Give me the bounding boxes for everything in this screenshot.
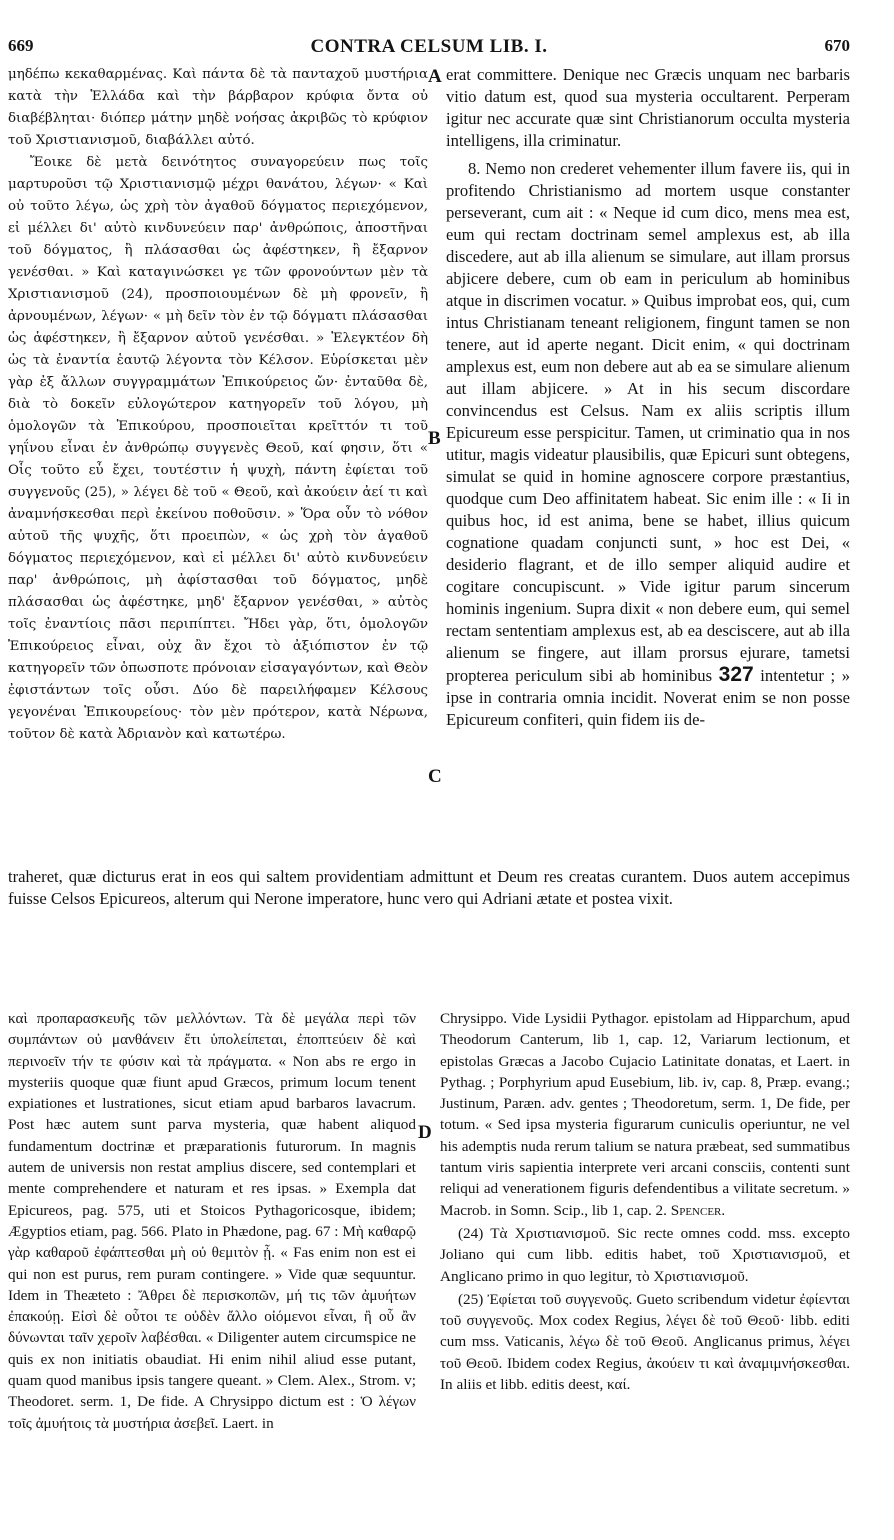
latin-text: 8. Nemo non crederet vehementer illum favere iis, qui in profitendo Christianismo ad mortem usque constanter perseverant, cum ait : « Neque id cum dico, mens mea est, eum qui rectam doctrinam semel amplexus est, ab illa discedere, aut ab illa alienum se simulare, aut illam prorsus abjicere debere, cum ob eam in periculum ab hominibus atque in discrimen vocatur. » Quibus improbat eos, qui, cum intus Christianam teneant religionem, fingunt tamen se non tenere, aut id aperte negant. Dicit enim, « qui doctrinam amplexus est, eum non debere aut ab ea se simulare alienum aut illam abjicere. » At in his secum discordare convincendus est Celsus. Nam ex aliis scriptis illum Epicureum esse perspicitur. Tamen, ut criminatio qua in nos utitur, magis videatur plausibilis, quæ Epicuri sunt obtegens, simulat se quid in homine agnoscere corpore præstantius, quodque cum Deo affinitatem habeat. Sic enim ille : « Ii in quibus hoc, id est anima, bene se habet, illius quicum cognatione quadam conjuncti sunt, » hoc est Dei, « desiderio flagrant, et de illo semper aliquid audire et cogitare concupiscunt. » Vide igitur parum sincerum hominis ingenium. Supra dixit « non debere eum, qui semel rectam sententiam amplexus est, ab ea desciscere, aut ab illa alienum se fingere, aut illam prorsus ejurare, tametsi propterea periculum sibi ab hominibus <box>446 159 850 685</box>
footnote-body: Chrysippo. Vide Lysidii Pythagor. epistolam ad Hipparchum, apud Theodorum Canterum, lib 1, cap. 12, Variarum lectionum, et epistolas Græcas a Jacobo Cujacio Latinitate donatas, et Laert. in Pythag. ; Porphyrium apud Eusebium, lib. iv, cap. 8, Præp. evang.; Justinum, Paræn. adv. gentes ; Theodoretum, serm. 1, De fide, per totum. « Sed ipsa mysteria figurarum cuniculis operiuntur, ne vel his ademptis nuda rerum talium se natura præbeat, sed summatibus tantum viris sapientia interprete veri arcani consciis, contenti sunt reliqui ad venerationem figuris defendentibus a vilitate secretum. » Macrob. in Somn. Scip., lib 1, cap. 2. <box>440 1010 850 1219</box>
footnotes-left-column <box>8 1008 416 1434</box>
section-marker-b: B <box>428 428 441 449</box>
greek-paragraph: Ἔοικε δὲ μετὰ δεινότητος συναγορεύειν πως τοῖς μαρτυροῦσι τῷ Χριστιανισμῷ μέχρι θανάτου, λέγων· « Καὶ οὐ τοῦτο λέγω, ὡς χρὴ τὸν ἀγαθοῦ δόγματος περιεχόμενον, εἰ μέλλει δι' αὐτὸ κινδυνεύειν παρ' ἀνθρώποις, ἀποστῆναι τοῦ δόγματος, ἢ πλάσασθαι ὡς ἀφέστηκεν, ἢ ἔξαρνον γενέσθαι. » Καὶ καταγινώσκει γε τῶν φρονούντων μὲν τὰ Χριστιανισμοῦ (24), προσποιουμένων δὲ μὴ φρονεῖν, ἢ ἀρνουμένων, λέγων· « μὴ δεῖν τὸν ἐν τῷ δόγματι πλάσασθαι ὡς ἀφέστηκεν, ἢ ἔξαρνον αὐτοῦ γενέσθαι. » Ἐλεγκτέον δὴ ὡς τὰ ἐναντία ἑαυτῷ λέγοντα τὸν Κέλσον. Εὑρίσκεται μὲν γὰρ ἐξ ἄλλων συγγραμμάτων Ἐπικούρειος ὤν· ἐνταῦθα δὲ, διὰ τὸ δοκεῖν εὐλογώτερον κατηγορεῖν τοῦ λόγου, μὴ ὁμολογῶν τὰ Ἐπικούρου, προσποιεῖται κρεῖττόν τι τοῦ γηΐνου εἶναι ἐν ἀνθρώπῳ συγγενὲς Θεοῦ, καί φησιν, ὅτι « Οἷς τοῦτο εὖ ἔχει, τουτέστιν ἡ ψυχὴ, πάντη ἐφίεται τοῦ συγγενοῦς (25), » λέγει δὲ τοῦ « Θεοῦ, καὶ ἀκούειν ἀεί τι καὶ ἀναμνήσκεσθαι περὶ ἐκείνου ποθοῦσιν. » Ὅρα οὖν τὸ νόθον αὐτοῦ τῆς ψυχῆς, ὅτι προειπὼν, « ὡς χρὴ τὸν ἀγαθοῦ δόγματος περιεχόμενον, καὶ εἰ μέλλει δι' αὐτὸ κινδυνεύειν παρ' ἀνθρώποις, μὴ ἀφίστασθαι τοῦ δόγματος, μηδὲ πλάσασθαι ὡς ἀφέστηκε, μηδ' ἔξαρνον γενέσθαι, » αὐτὸς τοῖς ἐναντίοις πᾶσι περιπίπτει. Ἤδει γὰρ, ὅτι, ὁμολογῶν Ἐπικούρειος εἶναι, οὐχ ἂν ἔχοι τὸ ἀξιόπιστον ἐν τῷ κατηγορεῖν τῶν ὁπωσποτε πρόνοιαν εἰσαγαγόντων, καὶ Θεὸν ἐφιστάντων τοῖς οὖσι. Δύο δὲ παρειλήφαμεν Κέλσους γεγονέναι Ἐπικουρείους· τὸν μὲν πρότερον, κατὰ Νέρωνα, τοῦτον δὲ κατὰ Ἀδριανὸν καὶ κατωτέρω. <box>8 155 428 742</box>
latin-text: intentetur ; » ipse in contraria omnia incidit. Noverat enim se non posse Epicureum confiteri, quin fidem iis de- <box>446 666 850 729</box>
section-marker-d: D <box>418 1122 432 1143</box>
footnote-author: Spencer. <box>670 1201 726 1219</box>
section-marker-a: A <box>428 66 442 87</box>
migne-column-number: 327 <box>718 663 754 686</box>
footnote-25: (25) Ἐφίεται τοῦ συγγενοῦς. Gueto scribendum videtur ἐφίενται τοῦ συγγενοῦς. Mox codex Regius, λέγει δὲ τοῦ Θεοῦ· libb. editi cum mss. Vaticanis, λέγω δὲ τοῦ Θεοῦ. Anglicanus primus, λέγει τοῦ Θεοῦ. Ibidem codex Regius, ἀκούειν τι καὶ ἀναμιμνήσκεσθαι. In aliis et libb. editis deest, καί. <box>440 1290 850 1394</box>
latin-paragraph <box>446 158 850 731</box>
running-title: CONTRA CELSUM LIB. I. <box>310 36 548 57</box>
latin-text-column <box>446 64 850 731</box>
latin-paragraph-end: traheret, quæ dicturus erat in eos qui saltem providentiam admittunt et Deum res creatas curantem. Duos autem accepimus fuisse Celsos Epicureos, alterum qui Nerone imperatore, hunc vero qui Adriani ætate et postea vixit. <box>8 867 850 908</box>
latin-paragraph: erat committere. Denique nec Græcis unquam nec barbaris vitio datum est, quod sua mysteria occultarent. Perperam igitur nec accurate quæ sint Christianorum occulta mysteria intelligens, illa criminatur. <box>446 65 850 150</box>
footnote-text: καὶ προπαρασκευῆς τῶν μελλόντων. Τὰ δὲ μεγάλα περὶ τῶν συμπάντων οὐ μανθάνειν ἔτι ὑπολείπεται, ἐποπτεύειν δὲ καὶ περινοεῖν τήν τε φύσιν καὶ τὰ πράγματα. « Non abs re ergo in mysteriis quoque quæ fiunt apud Græcos, primum locum tenent expiationes et lustrationes, sicut etiam apud barbaros lavacrum. Post hæc autem sunt parva mysteria, quæ habent aliquod fundamentum doctrinæ et præparationis futurorum. In magnis autem de universis non restat amplius discere, sed contemplari et mente comprehendere et naturam et res ipsas. » Exempla dat Epicureos, pag. 575, uti et Stoicos Pythagoricosque, ibidem; Ægyptios etiam, pag. 566. Plato in Phædone, pag. 67 : Μὴ καθαρῷ γὰρ καθαροῦ ἐφάπτεσθαι μὴ οὐ θεμιτὸν ᾖ. « Fas enim non est ei qui non est purus, rem puram contingere. » Vide quæ sequuntur. Idem in Theæteto : Ἄθρει δὲ περισκοπῶν, μή τις τῶν ἀμυήτων ἐπακούῃ. Εἰσὶ δὲ οὗτοι τε οὐδὲν ἄλλο οἰόμενοι εἶναι, ἢ οὗ ἂν δύνωνται ταῖν χεροῖν λαβέσθαι. « Diligenter autem circumspice ne quis ex non initiatis obaudiat. Hi enim nihil aliud esse putant, quam quod manibus ipsis tangere queant. » Clem. Alex., Strom. v; Theodoret. serm. 1, De fide. A Chrysippo dictum est : Ὁ λέγων τοῖς ἀμυήτοις τὰ μυστήρια ἀσεβεῖ. Laert. in <box>8 1010 416 1432</box>
section-marker-c: C <box>428 766 442 787</box>
footnote-24: (24) Τὰ Χριστιανισμοῦ. Sic recte omnes codd. mss. excepto Joliano qui cum libb. editis habet, τοῦ Χριστιανισμοῦ, et Anglicano primo in quo legitur, τὸ Χριστιανισμοῦ. <box>440 1224 850 1285</box>
page-header <box>8 36 850 60</box>
greek-paragraph: μηδέπω κεκαθαρμένας. Καὶ πάντα δὲ τὰ πανταχοῦ μυστήρια κατὰ τὴν Ἑλλάδα καὶ τὴν βάρβαρον κρύφια ὄντα οὐ διαβέβληται· διόπερ μάτην μηδὲ νοήσας ἀκριβῶς τὸ κρύφιον τοῦ Χριστιανισμοῦ, διαβάλλει αὐτό. <box>8 67 428 148</box>
footnote-text <box>440 1008 850 1221</box>
latin-spanning-text <box>8 866 850 910</box>
greek-text-column <box>8 64 428 746</box>
page-number-left: 669 <box>8 36 34 55</box>
footnotes-right-column <box>440 1008 850 1395</box>
page-number-right: 670 <box>824 36 850 55</box>
